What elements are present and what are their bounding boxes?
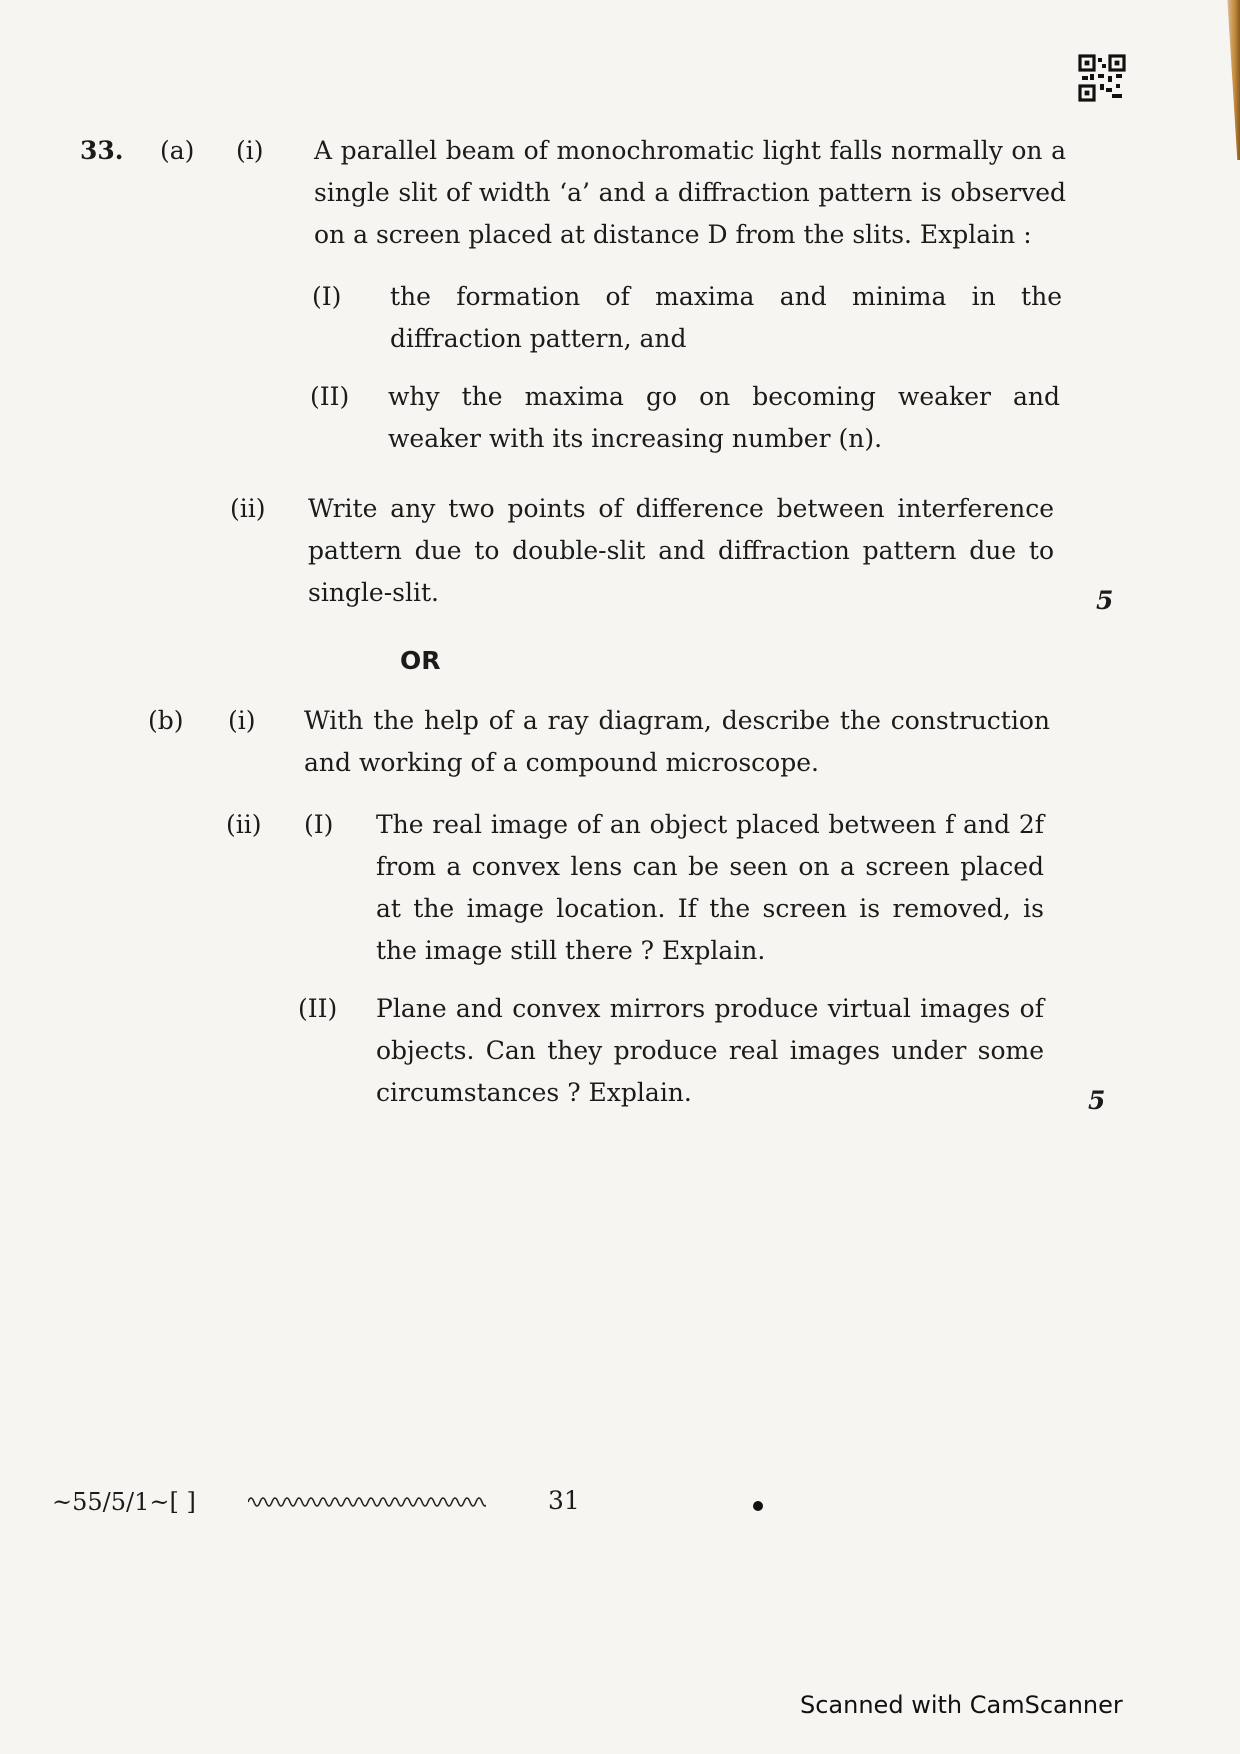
camscanner-watermark: Scanned with CamScanner	[800, 1691, 1123, 1719]
page-number: 31	[548, 1486, 580, 1515]
part-b-ii-II-label: (II)	[298, 994, 338, 1023]
part-b-ii-label: (ii)	[226, 810, 262, 839]
part-a-i-I-text: the formation of maxima and minima in the diffraction pattern, and	[390, 282, 1062, 353]
part-a-ii-text: Write any two points of difference between interference pattern due to double-slit and diffraction pattern due to single-slit.	[308, 494, 1054, 607]
part-b-marks: 5	[1088, 1086, 1106, 1115]
wavy-line-decoration	[248, 1492, 486, 1512]
part-b-i-text: With the help of a ray diagram, describe the construction and working of a compound microscope.	[304, 706, 1050, 777]
ink-dot	[753, 1501, 763, 1511]
part-b-i-label: (i)	[228, 706, 256, 735]
page-edge-shadow	[1222, 0, 1240, 160]
part-a-label: (a)	[160, 136, 195, 165]
part-a-i-II-label: (II)	[310, 382, 350, 411]
or-separator: OR	[400, 646, 441, 675]
part-b-ii-I-label: (I)	[304, 810, 334, 839]
part-b-label: (b)	[148, 706, 184, 735]
part-a-i-text: A parallel beam of monochromatic light falls normally on a single slit of width ‘a’ and a diffraction pattern is observed on a screen placed at distance D from the slits. Explain :	[314, 136, 1066, 249]
part-a-ii-label: (ii)	[230, 494, 266, 523]
qr-code-icon	[1078, 54, 1126, 102]
part-a-i-I-label: (I)	[312, 282, 342, 311]
part-a-i-label: (i)	[236, 136, 264, 165]
part-a-i-II-text: why the maxima go on becoming weaker and weaker with its increasing number (n).	[388, 382, 1060, 453]
part-b-ii-I-text: The real image of an object placed between f and 2f from a convex lens can be seen on a screen placed at the image location. If the screen is removed, is the image still there ? Explain.	[376, 810, 1044, 965]
question-number: 33.	[80, 136, 124, 165]
part-b-ii-II-text: Plane and convex mirrors produce virtual images of objects. Can they produce real images under some circumstances ? Explain.	[376, 994, 1044, 1107]
part-a-marks: 5	[1096, 586, 1114, 615]
footer-code: ~55/5/1~[ ]	[52, 1488, 196, 1516]
